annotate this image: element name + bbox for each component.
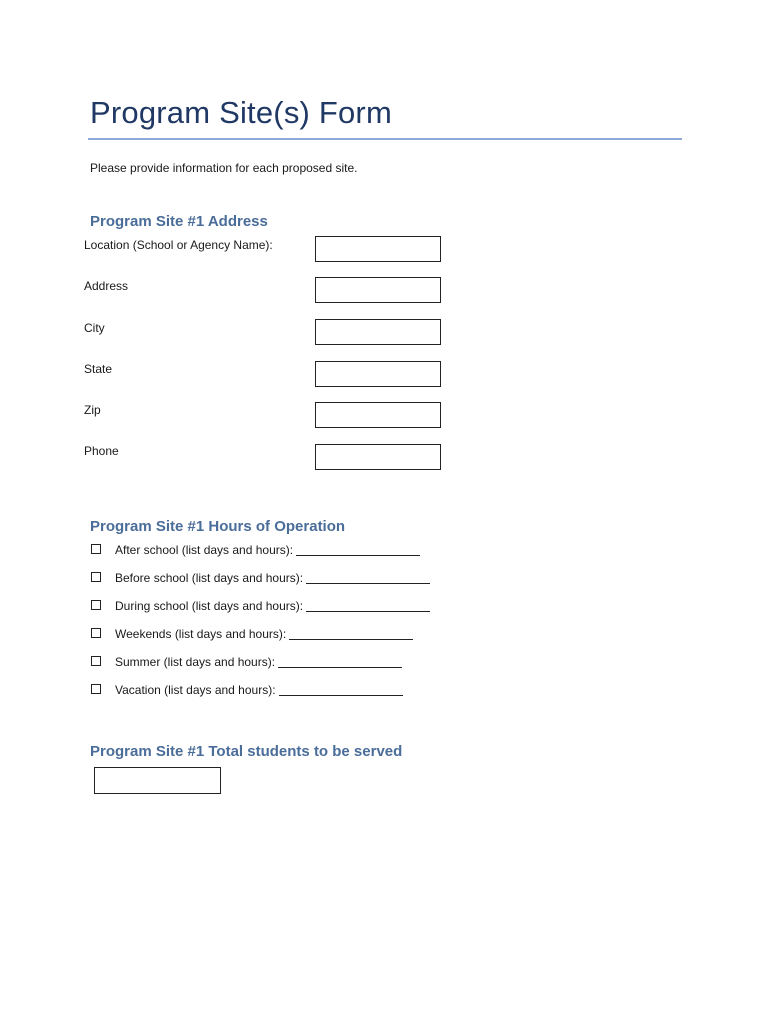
during-school-label: During school (list days and hours): [115, 599, 304, 613]
vacation-blank[interactable] [279, 684, 403, 696]
weekends-checkbox[interactable] [91, 628, 101, 638]
phone-field[interactable] [315, 444, 441, 470]
after-school-label: After school (list days and hours): [115, 543, 294, 557]
summer-checkbox[interactable] [91, 656, 101, 666]
location-field[interactable] [315, 236, 441, 262]
address-section-heading: Program Site #1 Address [90, 213, 268, 230]
state-field[interactable] [315, 361, 441, 387]
weekends-option [91, 627, 413, 641]
vacation-checkbox[interactable] [91, 684, 101, 694]
summer-option [91, 655, 402, 669]
summer-blank[interactable] [278, 656, 402, 668]
during-school-option [91, 599, 430, 613]
total-section-heading: Program Site #1 Total students to be served [90, 743, 403, 760]
hours-section-heading: Program Site #1 Hours of Operation [90, 518, 346, 535]
before-school-checkbox[interactable] [91, 572, 101, 582]
after-school-option [91, 543, 420, 557]
total-students-field[interactable] [94, 767, 221, 794]
form-intro: Please provide information for each proposed site. [90, 161, 358, 175]
address-field[interactable] [315, 277, 441, 303]
city-field[interactable] [315, 319, 441, 345]
zip-label: Zip [84, 403, 101, 417]
before-school-label: Before school (list days and hours): [115, 571, 304, 585]
weekends-label: Weekends (list days and hours): [115, 627, 287, 641]
zip-field[interactable] [315, 402, 441, 428]
before-school-option [91, 571, 430, 585]
vacation-label: Vacation (list days and hours): [115, 683, 276, 697]
after-school-blank[interactable] [296, 544, 420, 556]
state-label: State [84, 362, 113, 376]
vacation-option [91, 683, 403, 697]
form-title: Program Site(s) Form [90, 95, 392, 130]
summer-label: Summer (list days and hours): [115, 655, 276, 669]
during-school-blank[interactable] [306, 600, 430, 612]
address-label: Address [84, 279, 129, 293]
during-school-checkbox[interactable] [91, 600, 101, 610]
city-label: City [84, 321, 105, 335]
weekends-blank[interactable] [289, 628, 413, 640]
after-school-checkbox[interactable] [91, 544, 101, 554]
phone-label: Phone [84, 444, 119, 458]
location-label: Location (School or Agency Name): [84, 238, 273, 252]
before-school-blank[interactable] [306, 572, 430, 584]
title-divider [88, 138, 682, 140]
